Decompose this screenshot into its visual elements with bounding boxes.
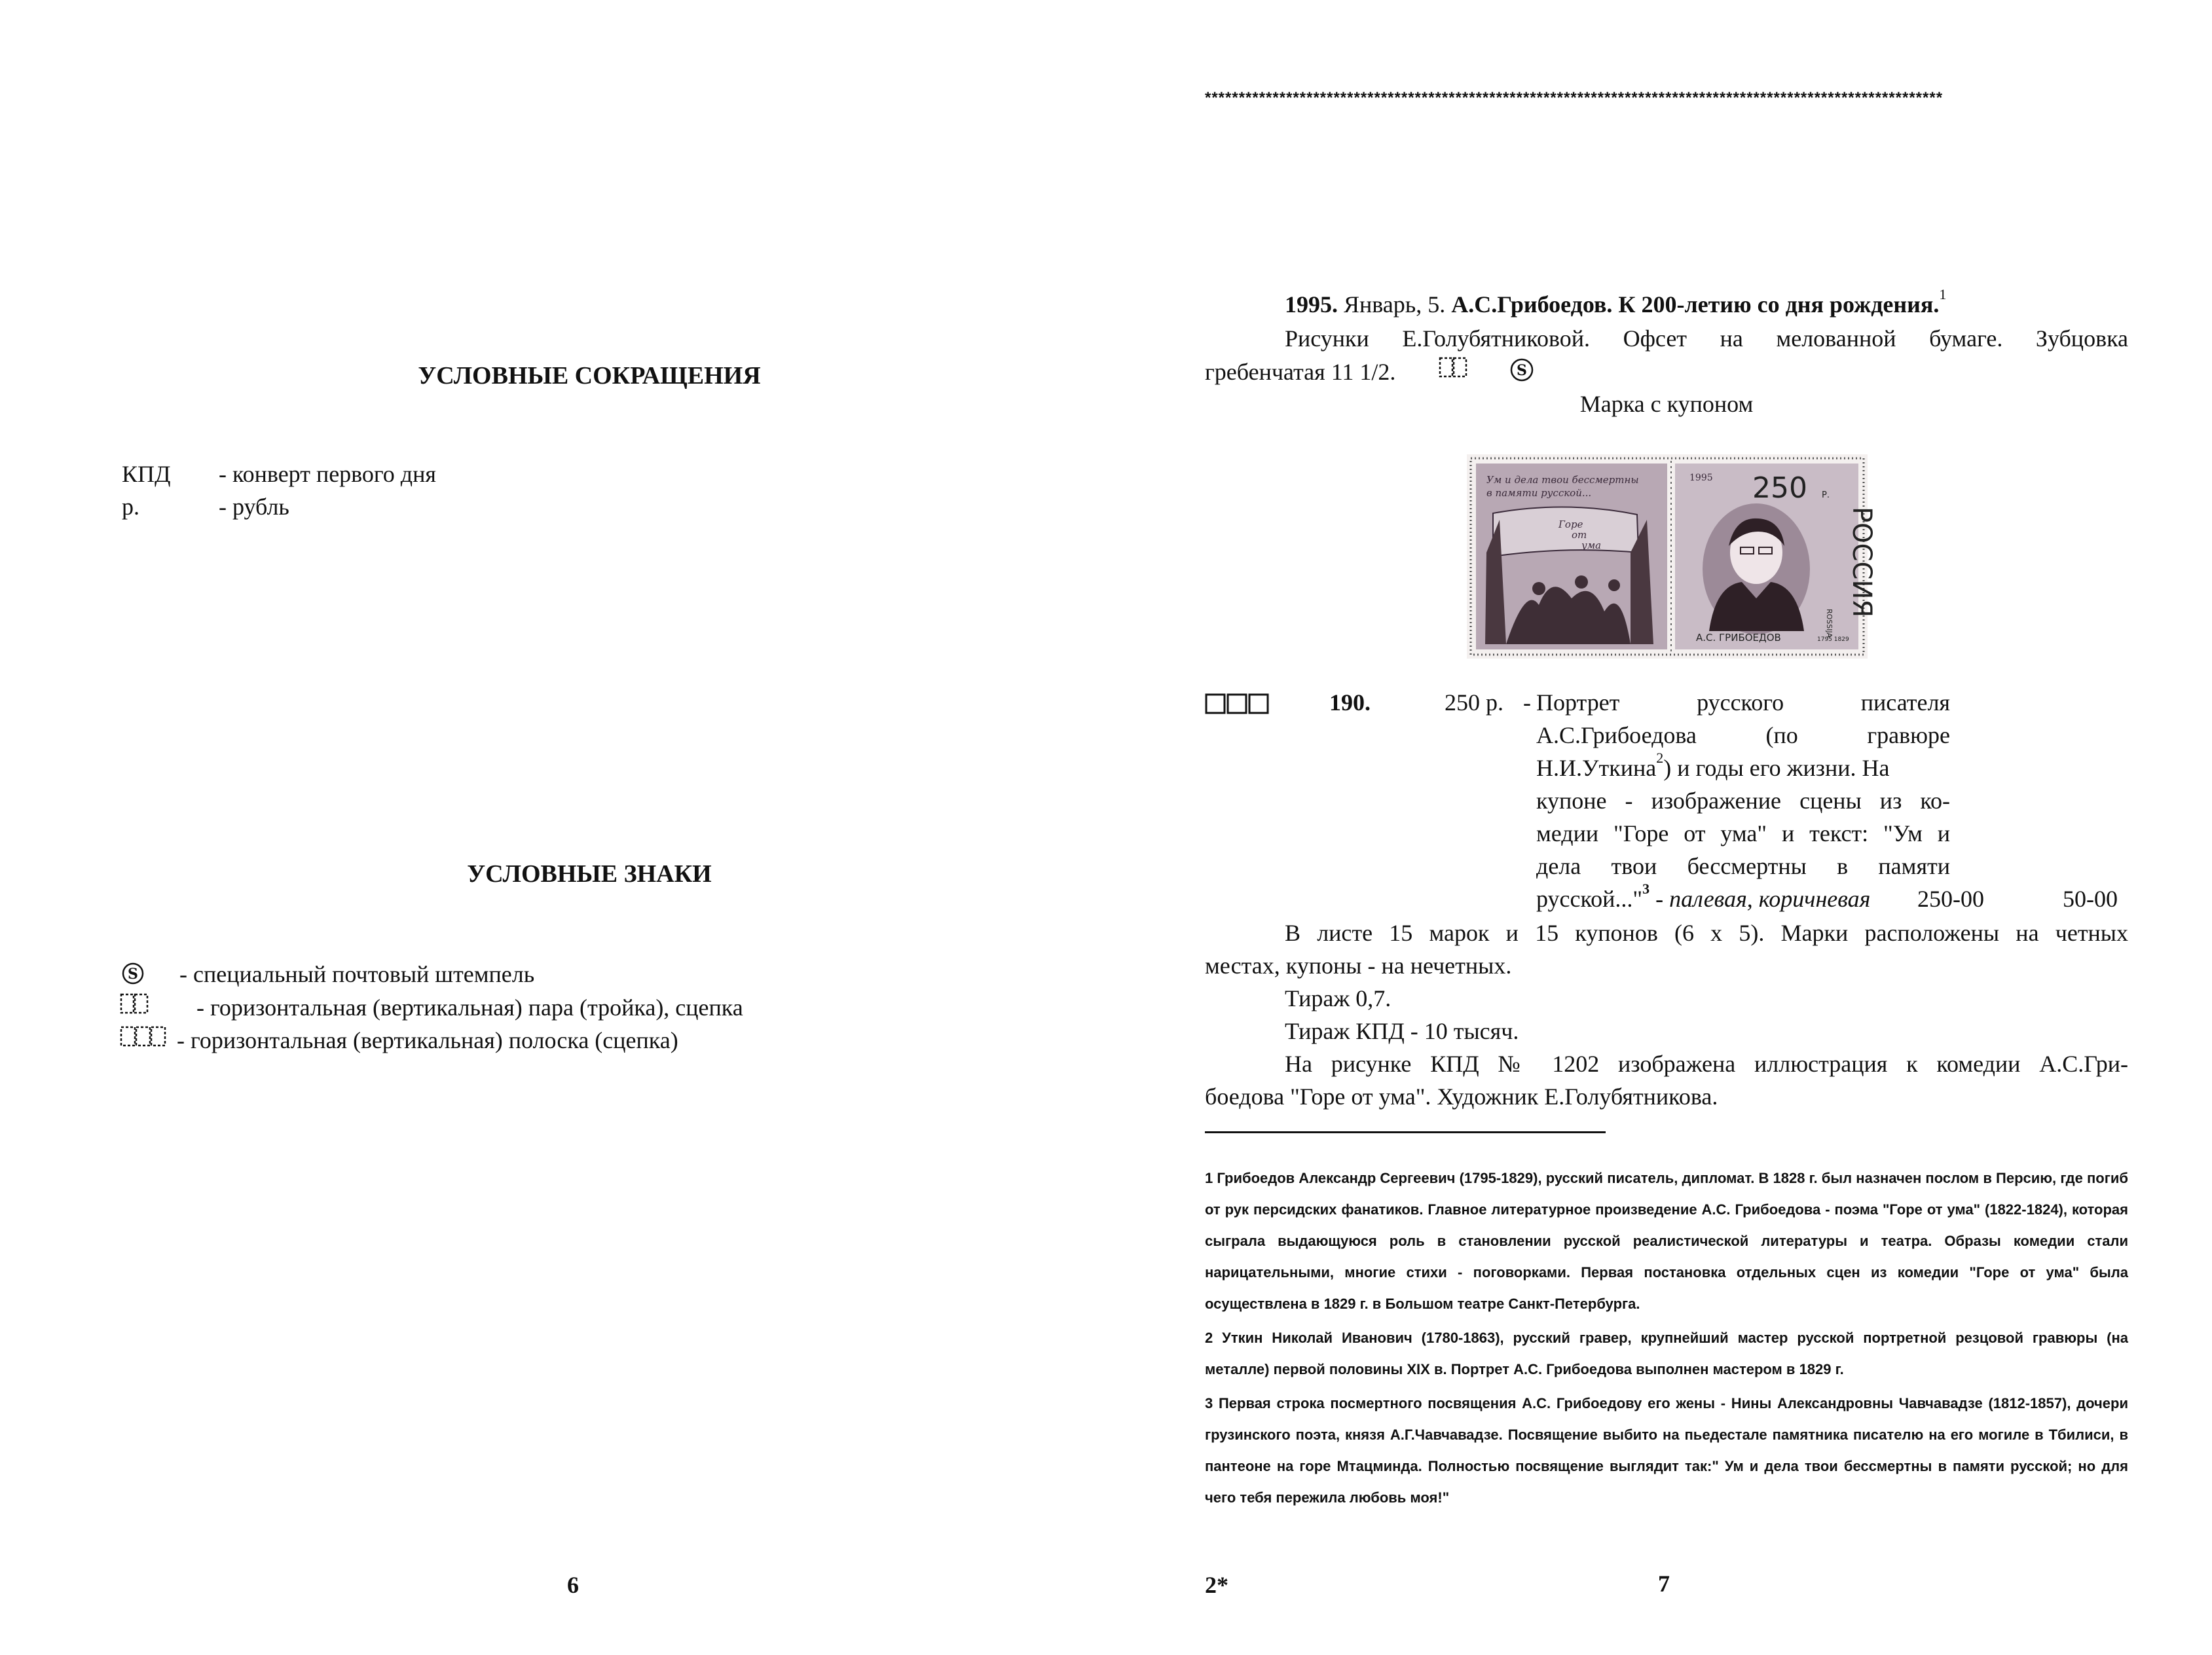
price-used: 50-00 <box>2063 886 2118 912</box>
strip-icon <box>119 1025 168 1049</box>
price-mint: 250-00 <box>1917 886 1984 912</box>
engraver-name: Н.И.Уткина <box>1536 755 1657 781</box>
decorative-stars: ************************************************************************************************************* <box>1205 89 1944 107</box>
strip-of-three-icon <box>1205 693 1269 716</box>
coupon-text-1: Ум и дела твои бессмертны <box>1486 474 1639 486</box>
abbreviation-row <box>122 493 139 520</box>
stamp-caption: Марка с купоном <box>1579 391 1754 417</box>
issue-year: 1995. <box>1285 291 1338 318</box>
catalog-desc-line: купоне - изображение сцены из ко- <box>1536 788 1950 814</box>
abbreviations-heading: УСЛОВНЫЕ СОКРАЩЕНИЯ <box>418 362 761 390</box>
footnote-3: 3 Первая строка посмертного посвящения А.С. Грибоедову его жены - Нины Александровны Чавчавадзе (1812-1857), дочери грузинского поэта, князя А.Г.Чавчавадзе. Посвящение выбито на пьедестале памятника писателю на его могиле в Тбилиси, в пантеоне на горе Мтацминда. Полностью посвящение выглядит так:" Ум и дела твои бессмертны в памяти русской; но для чего тебя пережила любовь моя!" <box>1205 1395 2128 1506</box>
catalog-value: 250 р. <box>1445 689 1503 716</box>
footnote-separator <box>1205 1131 1606 1133</box>
coupon-banner-3: ума <box>1581 539 1602 551</box>
stamp-year: 1995 <box>1689 473 1713 483</box>
abbreviation-meaning: - рубль <box>219 494 289 520</box>
footnote-ref: 1 <box>1939 286 1947 302</box>
stamp-colors: палевая, коричневая <box>1669 886 1871 912</box>
fdc-print-run: Тираж КПД - 10 тысяч. <box>1285 1018 1519 1044</box>
issue-date: Январь, 5. <box>1338 291 1452 318</box>
perforation-text: гребенчатая 11 1/2. <box>1205 359 1396 385</box>
print-run: Тираж 0,7. <box>1285 985 1392 1011</box>
stamp-with-coupon-image <box>1467 454 1877 659</box>
abbreviation-row <box>122 460 171 488</box>
catalog-desc-line: медии "Горе от ума" и текст: "Ум и <box>1536 820 1950 846</box>
catalog-last-line <box>1536 882 1870 915</box>
design-line-2 <box>1205 355 1395 388</box>
fdc-line-2: боедова "Горе от ума". Художник Е.Голубятникова. <box>1205 1083 1718 1110</box>
sheet-line-1: В листе 15 марок и 15 купонов (6 х 5). Марки расположены на четных <box>1285 920 2128 946</box>
special-postmark-icon <box>122 962 144 985</box>
catalog-dash-2: - <box>1650 886 1670 912</box>
abbreviation-meaning: - конверт первого дня <box>219 461 436 487</box>
catalog-desc-line <box>1536 752 1950 784</box>
issue-title <box>1285 288 1946 321</box>
catalog-desc-line: А.С.Грибоедова (по гравюре <box>1536 722 1950 748</box>
stamp-country: РОССИЯ <box>1847 507 1877 618</box>
stamp-value: 250 <box>1752 471 1807 505</box>
catalog-dash: - <box>1523 689 1531 716</box>
abbreviation-term: р. <box>122 494 139 520</box>
footnote-1: 1 Грибоедов Александр Сергеевич (1795-1829), русский писатель, дипломат. В 1828 г. был назначен послом в Персию, где погиб от рук персидских фанатиков. Главное литературное произведение А.С. Грибоедова - поэма "Горе от ума" (1822-1824), которая сыграла выдающуюся роль в становлении русской реалистической литературы и театра. Образы комедии стали нарицательными, многие стихи - поговорками. Первая постановка отдельных сцен из комедии "Горе от ума" была осуществлена в 1829 г. в Большом театре Санкт-Петербурга. <box>1205 1170 2128 1312</box>
stamp-life-years: 1795 1829 <box>1817 636 1849 643</box>
page-number-left: 6 <box>567 1572 579 1598</box>
pair-icon <box>1438 355 1469 380</box>
sign-meaning: - горизонтальная (вертикальная) пара (тройка), сцепка <box>196 994 743 1021</box>
catalog-desc-rest: ) и годы его жизни. На <box>1663 755 1890 781</box>
catalog-number: 190. <box>1329 689 1371 716</box>
pair-icon <box>119 992 151 1017</box>
signs-heading: УСЛОВНЫЕ ЗНАКИ <box>467 860 712 888</box>
footnote-ref: 2 <box>1656 750 1664 766</box>
catalog-desc-line: Портрет русского писателя <box>1536 689 1950 716</box>
special-postmark-icon <box>1510 358 1534 382</box>
sign-meaning: - специальный почтовый штемпель <box>179 961 535 987</box>
coupon-banner-1: Горе <box>1558 518 1583 530</box>
sign-meaning: - горизонтальная (вертикальная) полоска (сцепка) <box>177 1027 678 1053</box>
signature-mark: 2* <box>1205 1572 1228 1598</box>
stamp-name: А.С. ГРИБОЕДОВ <box>1696 632 1781 644</box>
issue-name: А.С.Грибоедов. К 200-летию со дня рождения. <box>1451 291 1940 318</box>
catalog-desc-line: дела твои бессмертны в памяти <box>1536 853 1950 879</box>
abbreviation-term: КПД <box>122 461 171 487</box>
footnote-ref: 3 <box>1642 881 1650 897</box>
stamp-country-latin: ROSSIJA <box>1825 609 1834 638</box>
sheet-line-2: местах, купоны - на нечетных. <box>1205 953 1512 979</box>
coupon-banner-2: от <box>1572 529 1587 541</box>
page-number-right: 7 <box>1658 1571 1670 1597</box>
stamp-currency: Р. <box>1822 490 1830 500</box>
svg-text:S: S <box>1517 362 1527 379</box>
svg-text:S: S <box>128 966 138 983</box>
coupon-text-2: в памяти русской... <box>1486 487 1592 499</box>
design-line-1: Рисунки Е.Голубятниковой. Офсет на мелованной бумаге. Зубцовка <box>1285 325 2128 352</box>
catalog-desc-end: русской..." <box>1536 886 1643 912</box>
footnote-2: 2 Уткин Николай Иванович (1780-1863), русский гравер, крупнейший мастер русской портретной резцовой гравюры (на металле) первой половины XIX в. Портрет А.С. Грибоедова выполнен мастером в 1829 г. <box>1205 1330 2128 1377</box>
fdc-line-1: На рисунке КПД № 1202 изображена иллюстрация к комедии А.С.Гри- <box>1285 1051 2128 1077</box>
